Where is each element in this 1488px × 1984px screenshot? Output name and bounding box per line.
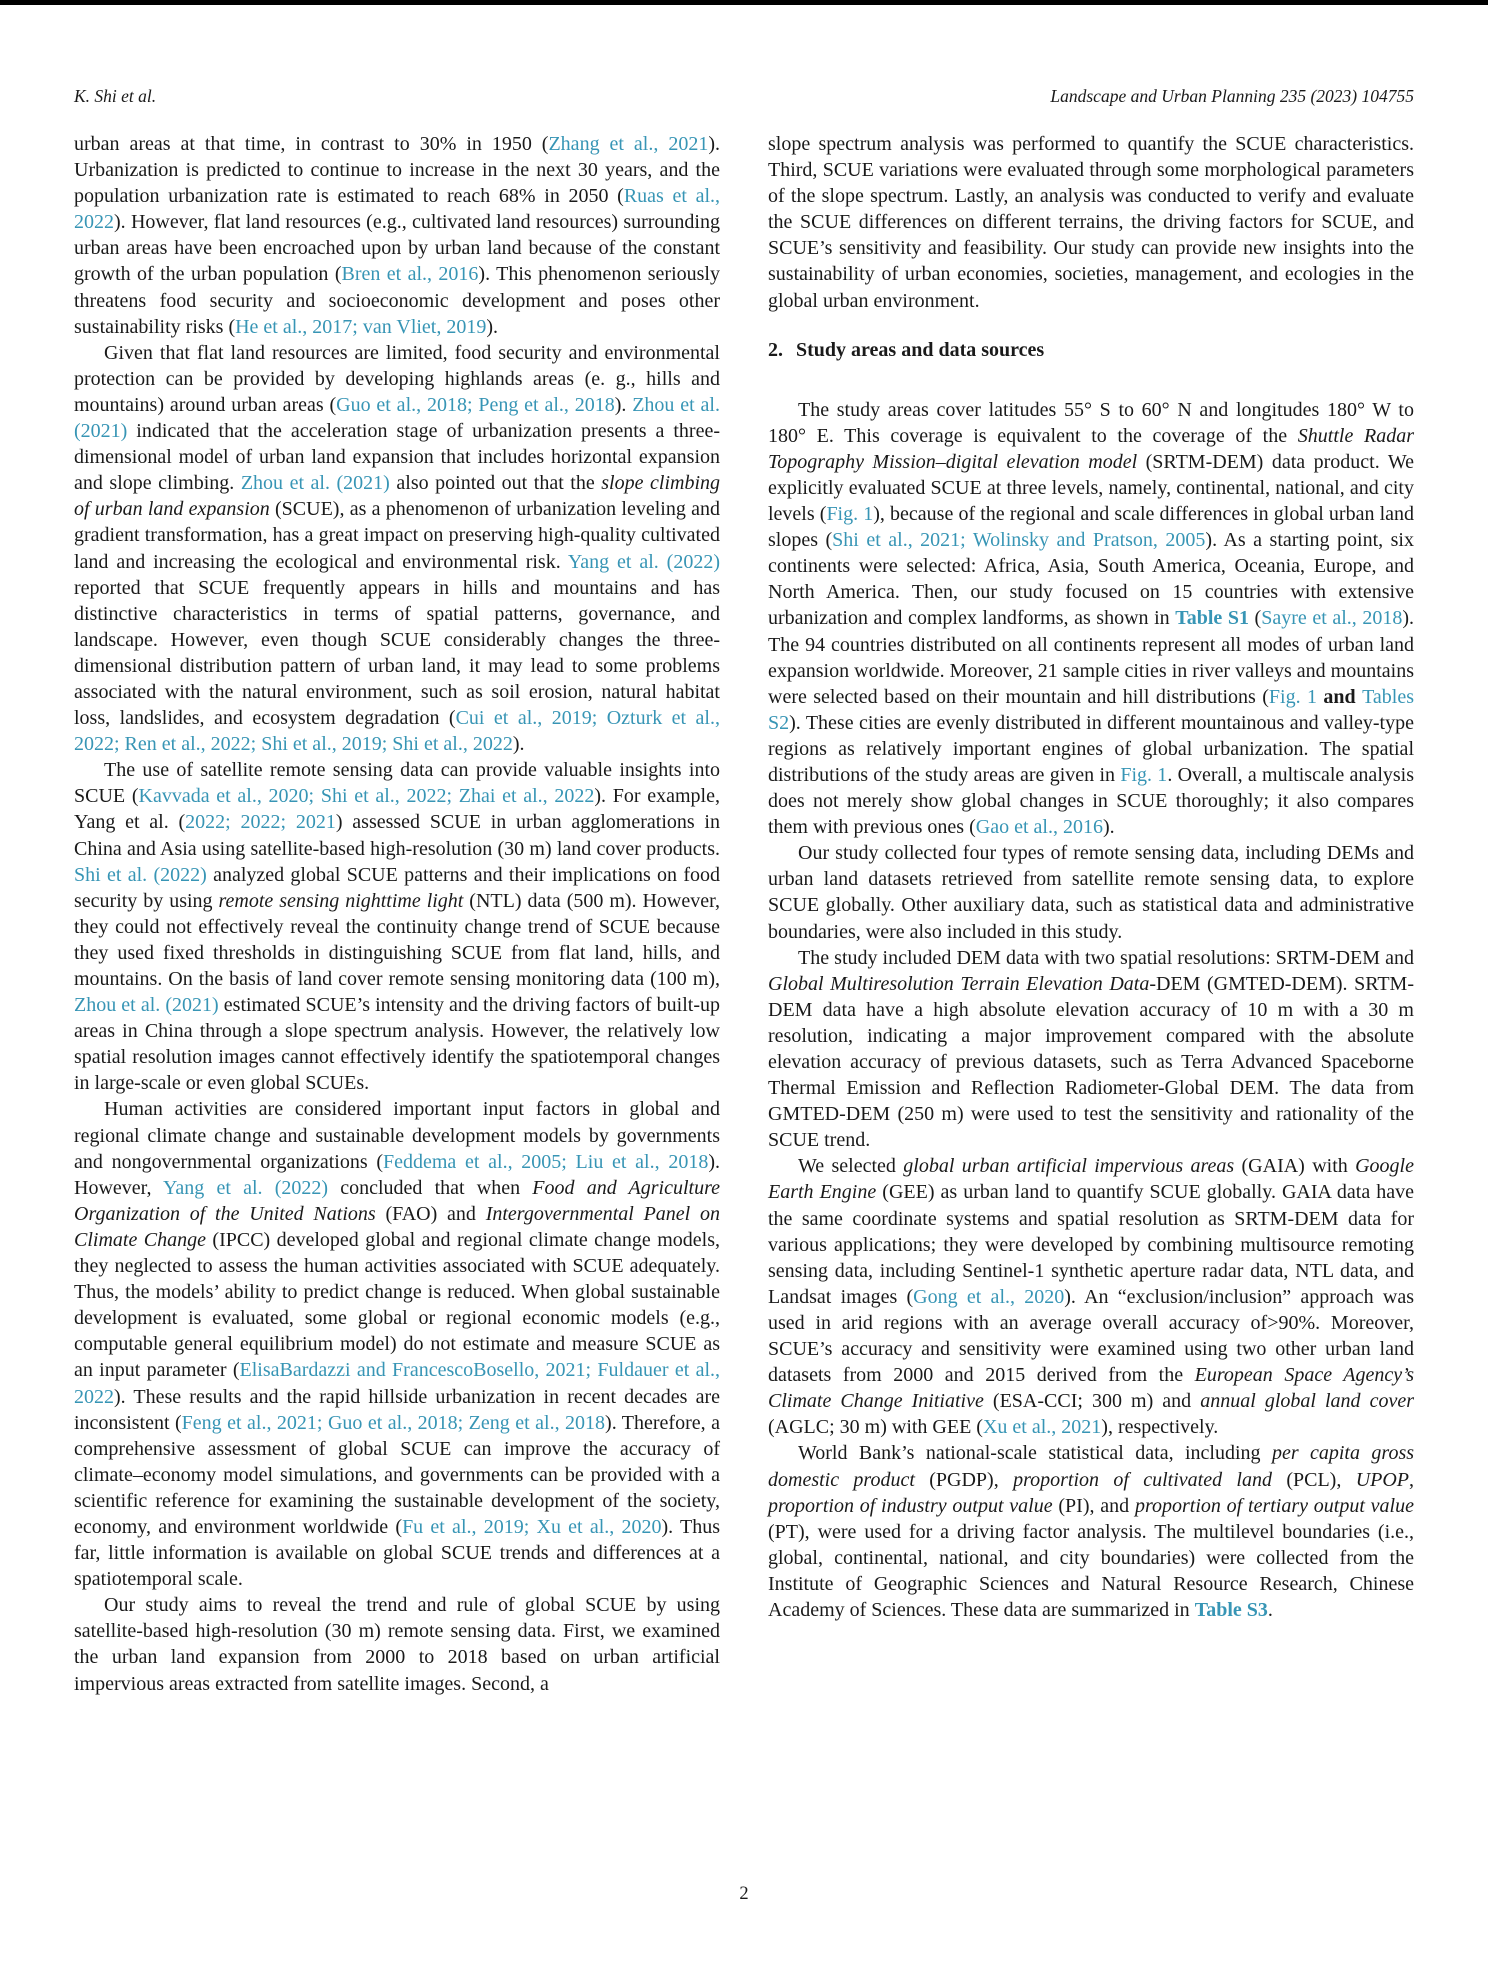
- text-run: (GAIA) with: [1234, 1155, 1356, 1178]
- citation-link[interactable]: Fu et al., 2019; Xu et al., 2020: [402, 1515, 662, 1538]
- text-run: slope climbing of urban land expansion: [74, 472, 721, 521]
- text-run: European Space Agency’s Climate Change Initiative: [768, 1364, 1414, 1413]
- text-run: Global Multiresolution Terrain Elevation Data: [768, 972, 1150, 995]
- text-run: Intergovernmental Panel on Climate Change: [74, 1202, 720, 1251]
- paragraph: [768, 945, 1414, 1154]
- text-run: per capita gross domestic product: [768, 1442, 1415, 1491]
- text-run: ).: [512, 733, 525, 756]
- text-run: concluded that when: [328, 1176, 533, 1199]
- text-run: ). These cities are evenly distributed in different mountainous and valley-type regions as relatively important engines of global urbanization. The spatial distributions of the study areas are given in: [768, 711, 1414, 786]
- text-run: also pointed out that the: [389, 472, 602, 495]
- text-run: ). For example, Yang et al. (: [74, 785, 720, 834]
- text-run: ). Therefore, a comprehensive assessment of global SCUE can improve the accuracy of climate–economy model simulations, and governments can be provided with a scientific reference for examining the sustainable development of the society, economy, and environment worldwide (: [74, 1411, 720, 1538]
- citation-link[interactable]: 2022; 2022; 2021: [185, 811, 336, 834]
- paragraph: [74, 131, 720, 340]
- text-run: estimated SCUE’s intensity and the driving factors of built-up areas in China through a slope spectrum analysis. However, the relatively low spatial resolution images cannot effectively identify the spatiotemporal changes in large-scale or even global SCUEs.: [74, 994, 720, 1095]
- text-run: proportion of tertiary output value: [1134, 1494, 1414, 1517]
- paragraph: [74, 1592, 720, 1696]
- citation-link[interactable]: Shi et al. (2022): [74, 863, 207, 886]
- citation-link[interactable]: Zhou et al. (2021): [74, 393, 720, 443]
- text-run: urban areas at that time, in contrast to 30% in 1950 (: [74, 133, 549, 155]
- section-heading: [768, 337, 1414, 363]
- text-run: Our study collected four types of remote sensing data, including DEMs and urban land datasets retrieved from satellite remote sensing data, to explore SCUE globally. Other auxiliary data, such as statistical data and administrative boundaries, were also included in this study.: [768, 842, 1414, 943]
- text-run: ). However,: [74, 1150, 720, 1199]
- text-run: ). As a starting point, six continents were selected: Africa, Asia, South America, Oceania, Europe, and North America. Then, our study focused on 15 countries with extensive urbanization and complex landforms, as shown in: [768, 529, 1414, 630]
- right-column: [768, 131, 1414, 1697]
- paragraph: [768, 397, 1414, 841]
- text-run: ). Urbanization is predicted to continue to increase in the next 30 years, and the population urbanization rate is estimated to reach 68% in 2050 (: [74, 133, 720, 208]
- text-run: ). However, flat land resources (e.g., cultivated land resources) surrounding urban areas have been encroached upon by urban land because of the constant growth of the urban population (: [74, 211, 720, 286]
- top-rule: [0, 0, 1488, 5]
- paragraph: [768, 840, 1414, 944]
- text-run: ), because of the regional and scale differences in global urban land slopes (: [768, 503, 1415, 552]
- text-run: The study areas cover latitudes 55° S to 60° N and longitudes 180° W to 180° E. This coverage is equivalent to the coverage of the: [768, 398, 1414, 447]
- running-head: [74, 86, 1414, 106]
- text-run: slope spectrum analysis was performed to quantify the SCUE characteristics. Third, SCUE variations were evaluated through some morphological parameters of the slope spectrum. Lastly, an analysis was conducted to verify and evaluate the SCUE differences on different terrains, the driving factors for SCUE, and SCUE’s sensitivity and feasibility. Our study can provide new insights into the sustainability of urban economies, societies, management, and ecologies in the global urban environment.: [768, 133, 1414, 312]
- text-run: (IPCC) developed global and regional climate change models, they neglected to assess the human activities associated with SCUE adequately. Thus, the models’ ability to predict change is reduced. When global sustainable development is evaluated, some global or regional economic models (e.g., computable general equilibrium model) do not estimate and measure SCUE as an input parameter (: [74, 1228, 721, 1382]
- section-title: Study areas and data sources: [796, 338, 1045, 361]
- text-run: ). Thus far, little information is available on global SCUE trends and differences at a spatiotemporal scale.: [74, 1515, 721, 1591]
- citation-link[interactable]: Zhang et al., 2021: [548, 133, 709, 155]
- text-run: reported that SCUE frequently appears in hills and mountains and has distinctive characteristics in terms of spatial patterns, governance, and landscape. However, even though SCUE considerably changes the three-dimensional distribution pattern of urban land, it may lead to some problems associated with the natural environment, such as soil erosion, natural habitat loss, landslides, and ecosystem degradation (: [74, 576, 720, 730]
- text-run: ). This phenomenon seriously threatens food security and socioeconomic development and poses other sustainability risks (: [74, 263, 720, 338]
- text-run: (GEE) as urban land to quantify SCUE globally. GAIA data have the same coordinate systems and spatial resolution as SRTM-DEM data for various applications; they were developed by combining multisource remoting sensing data, including Sentinel-1 synthetic aperture radar data, NTL data, and Landsat images (: [768, 1181, 1414, 1308]
- text-run: (PCL),: [1272, 1468, 1356, 1491]
- text-run: (NTL) data (500 m). However, they could not effectively reveal the continuity change trend of SCUE because they used fixed thresholds in distinguishing SCUE from flat land, hills, and mountains. On the basis of land cover remote sensing monitoring data (100 m),: [74, 889, 720, 990]
- citation-link[interactable]: Feng et al., 2021; Guo et al., 2018; Zeng et al., 2018: [181, 1411, 606, 1434]
- section-number: 2.: [768, 338, 783, 361]
- text-run: -DEM (GMTED-DEM). SRTM-DEM data have a high absolute elevation accuracy of 10 m with a 30 m resolution, indicating a major improvement compared with the absolute elevation accuracy of previous datasets, such as Terra Advanced Spaceborne Thermal Emission and Reflection Radiometer-Global DEM. The data from GMTED-DEM (250 m) were used to test the sensitivity and rationality of the SCUE trend.: [768, 972, 1414, 1152]
- text-run: ).: [614, 393, 633, 416]
- text-run: and: [1317, 685, 1363, 708]
- text-run: The study included DEM data with two spatial resolutions: SRTM-DEM and: [798, 946, 1414, 969]
- text-run: (AGLC; 30 m) with GEE (: [768, 1416, 983, 1439]
- text-run: remote sensing nighttime light: [218, 889, 464, 912]
- paragraph: [74, 340, 720, 758]
- text-run: Shuttle Radar Topography Mission–digital elevation model: [768, 424, 1414, 473]
- text-run: indicated that the acceleration stage of urbanization presents a three-dimensional model of urban land expansion that includes horizontal expansion and slope climbing.: [74, 420, 720, 495]
- text-run: World Bank’s national-scale statistical data, including: [798, 1442, 1272, 1465]
- citation-link[interactable]: Guo et al., 2018; Peng et al., 2018: [336, 393, 615, 416]
- citation-link[interactable]: Kavvada et al., 2020; Shi et al., 2022; Zhai et al., 2022: [138, 785, 595, 808]
- text-run: annual global land cover: [1200, 1390, 1415, 1413]
- text-run: Our study aims to reveal the trend and rule of global SCUE by using satellite-based high-resolution (30 m) remote sensing data. First, we examined the urban land expansion from 2000 to 2018 based on urban artificial impervious areas extracted from satellite images. Second, a: [74, 1594, 720, 1695]
- two-column-body: [74, 131, 1414, 1697]
- citation-link[interactable]: Feddema et al., 2005; Liu et al., 2018: [383, 1150, 709, 1173]
- running-author: K. Shi et al.: [74, 86, 157, 106]
- citation-link[interactable]: Yang et al. (2022): [567, 550, 721, 573]
- text-run: (SCUE), as a phenomenon of urbanization leveling and gradient transformation, has a great impact on preserving high-quality cultivated land and increasing the ecological and environmental risk.: [74, 498, 720, 573]
- citation-link[interactable]: Zhou et al. (2021): [240, 472, 390, 495]
- citation-link[interactable]: Shi et al., 2021; Wolinsky and Pratson, 2005: [832, 529, 1206, 552]
- citation-link[interactable]: Sayre et al., 2018: [1261, 607, 1403, 630]
- journal-reference: Landscape and Urban Planning 235 (2023) 104755: [1050, 86, 1414, 106]
- text-run: (PI), and: [1052, 1494, 1135, 1517]
- paragraph: [74, 1096, 720, 1592]
- citation-link[interactable]: ElisaBardazzi and FrancescoBosello, 2021; Fuldauer et al., 2022: [74, 1359, 720, 1408]
- text-run: Given that flat land resources are limited, food security and environmental protection can be provided by developing highlands areas (e. g., hills and mountains) around urban areas (: [74, 341, 720, 416]
- text-run: ).: [486, 315, 499, 338]
- text-run: proportion of industry output value: [768, 1494, 1053, 1517]
- text-run: . Overall, a multiscale analysis does not merely show global changes in SCUE thoroughly; it also compares them with previous ones (: [768, 763, 1414, 839]
- text-run: ). An “exclusion/inclusion” approach was used in arid regions with an average overall accuracy of>90%. Moreover, SCUE’s accuracy and sensitivity were examined using two other urban land datasets from 2000 and 2015 derived from the: [768, 1285, 1415, 1387]
- text-run: global urban artificial impervious areas: [903, 1155, 1235, 1178]
- paragraph: [768, 1440, 1414, 1623]
- text-run: Food and Agriculture Organization of the United Nations: [74, 1176, 720, 1225]
- text-run: (ESA-CCI; 300 m) and: [983, 1390, 1201, 1413]
- citation-link[interactable]: Fig. 1: [826, 503, 874, 526]
- text-run: ) assessed SCUE in urban agglomerations in China and Asia using satellite-based high-resolution (30 m) land cover products.: [74, 811, 720, 860]
- citation-link[interactable]: Fig. 1: [1120, 763, 1168, 786]
- text-run: (SRTM-DEM) data product. We explicitly evaluated SCUE at three levels, namely, continental, national, and city levels (: [768, 450, 1414, 526]
- citation-link[interactable]: Yang et al. (2022): [162, 1176, 329, 1199]
- text-run: .: [1267, 1598, 1273, 1621]
- citation-link[interactable]: Cui et al., 2019; Ozturk et al., 2022; Ren et al., 2022; Shi et al., 2019; Shi et al., 2022: [74, 707, 720, 756]
- text-run: ). The 94 countries distributed on all continents represent all modes of urban land expansion worldwide. Moreover, 21 sample cities in river valleys and mountains were selected based on their mountain and hill distributions (: [768, 607, 1414, 708]
- citation-link[interactable]: Ruas et al., 2022: [74, 185, 721, 234]
- text-run: ). These results and the rapid hillside urbanization in recent decades are inconsistent (: [74, 1385, 720, 1434]
- citation-link[interactable]: Zhou et al. (2021): [74, 994, 219, 1017]
- citation-link[interactable]: He et al., 2017; van Vliet, 2019: [235, 315, 487, 338]
- citation-link[interactable]: Bren et al., 2016: [341, 263, 479, 286]
- left-column: [74, 131, 720, 1697]
- text-run: The use of satellite remote sensing data can provide valuable insights into SCUE (: [74, 759, 720, 808]
- citation-link[interactable]: Table S3: [1194, 1598, 1268, 1621]
- text-run: (FAO) and: [375, 1202, 486, 1225]
- text-run: (PGDP),: [914, 1468, 1014, 1491]
- citation-link[interactable]: Gao et al., 2016: [975, 816, 1103, 839]
- page-number: 2: [739, 1884, 749, 1904]
- text-run: (PT), were used for a driving factor analysis. The multilevel boundaries (i.e., global, continental, national, and city boundaries) were collected from the Institute of Geographic Sciences and Natural Resource Research, Chinese Academy of Sciences. These data are summarized in: [768, 1520, 1414, 1621]
- text-run: UPOP: [1355, 1468, 1410, 1491]
- citation-link[interactable]: Xu et al., 2021: [982, 1416, 1102, 1439]
- paragraph: [768, 131, 1414, 314]
- text-run: (: [1248, 607, 1262, 630]
- text-run: ).: [1102, 816, 1115, 839]
- citation-link[interactable]: Table S1: [1175, 607, 1249, 630]
- text-run: Google Earth Engine: [768, 1155, 1414, 1204]
- text-run: ), respectively.: [1101, 1416, 1219, 1439]
- citation-link[interactable]: Tables S2: [768, 685, 1414, 734]
- citation-link[interactable]: Fig. 1: [1268, 685, 1317, 708]
- paragraph: [74, 757, 720, 1096]
- citation-link[interactable]: Gong et al., 2020: [913, 1285, 1065, 1308]
- paragraph: [768, 1153, 1414, 1440]
- text-run: We selected: [798, 1155, 904, 1178]
- text-run: proportion of cultivated land: [1013, 1468, 1272, 1491]
- text-run: Human activities are considered important input factors in global and regional climate change and sustainable development models by governments and nongovernmental organizations (: [74, 1098, 720, 1173]
- text-run: analyzed global SCUE patterns and their implications on food security by using: [74, 863, 720, 912]
- text-run: ,: [1409, 1468, 1415, 1491]
